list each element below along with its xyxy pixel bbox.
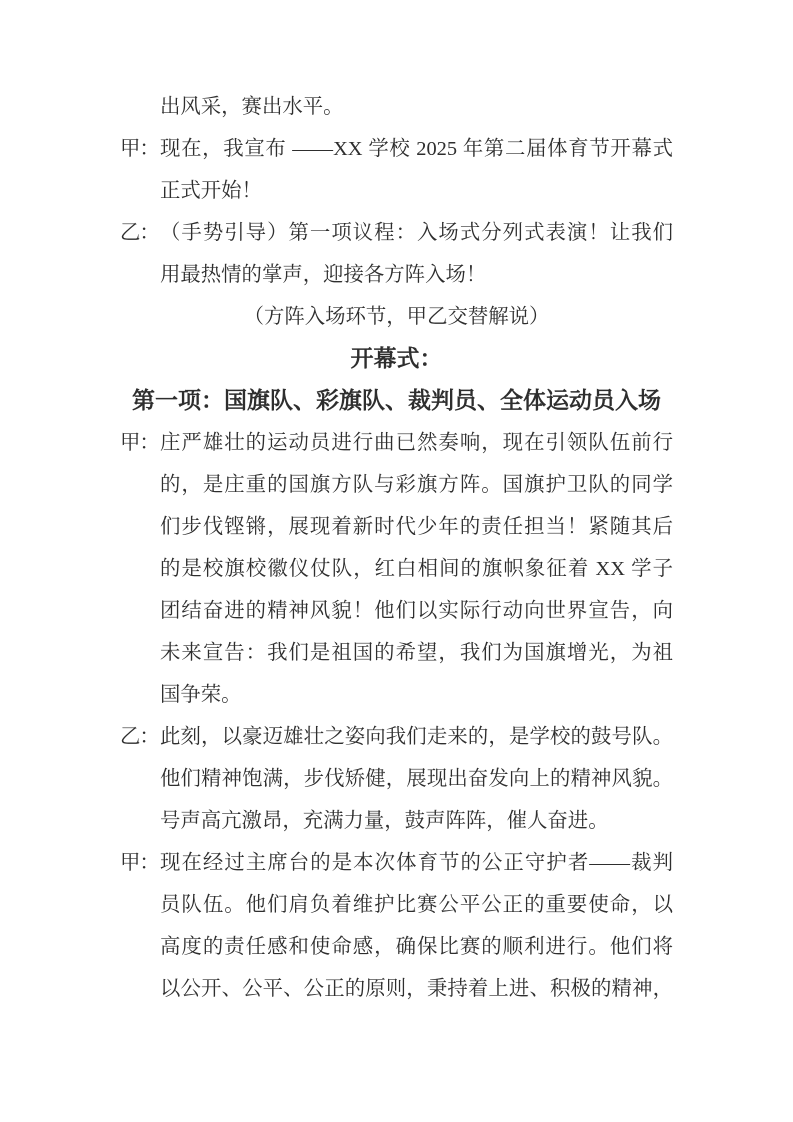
paragraph-heading	[120, 338, 673, 380]
text-line: 国争荣。	[160, 684, 242, 706]
text-line: （手势引导）第一项议程：入场式分列式表演！让我们	[160, 222, 673, 244]
text-line: （方阵入场环节，甲乙交替解说）	[243, 306, 550, 328]
paragraph-dialog	[120, 422, 673, 716]
paragraph-dialog-continuation	[120, 86, 673, 128]
text-line: 高度的责任感和使命感，确保比赛的顺利进行。他们将	[160, 936, 673, 958]
speaker-label: 甲：	[120, 852, 159, 874]
paragraph-dialog	[120, 842, 673, 1010]
text-line: 现在，我宣布 ——XX 学校 2025 年第二届体育节开幕式	[160, 138, 673, 160]
text-line: 的是校旗校徽仪仗队，红白相间的旗帜象征着 XX 学子	[160, 558, 673, 580]
text-line: 庄严雄壮的运动员进行曲已然奏响，现在引领队伍前行	[160, 432, 673, 454]
text-line: 出风采，赛出水平。	[160, 96, 344, 118]
text-line: 员队伍。他们肩负着维护比赛公平公正的重要使命，以	[160, 894, 673, 916]
paragraph-heading	[120, 380, 673, 422]
text-line: 第一项：国旗队、彩旗队、裁判员、全体运动员入场	[132, 388, 661, 413]
paragraph-dialog	[120, 128, 673, 212]
text-line: 正式开始！	[160, 180, 262, 202]
text-line: 用最热情的掌声，迎接各方阵入场！	[160, 264, 487, 286]
speaker-label: 甲：	[120, 138, 159, 160]
paragraph-dialog	[120, 212, 673, 296]
text-line: 开幕式：	[350, 346, 443, 371]
paragraph-centered	[120, 296, 673, 338]
text-line: 此刻，以豪迈雄壮之姿向我们走来的，是学校的鼓号队。	[160, 726, 673, 748]
document-body	[120, 86, 673, 1010]
text-line: 的，是庄重的国旗方队与彩旗方阵。国旗护卫队的同学	[160, 474, 673, 496]
text-line: 们步伐铿锵，展现着新时代少年的责任担当！紧随其后	[160, 516, 673, 538]
text-line: 未来宣告：我们是祖国的希望，我们为国旗增光，为祖	[160, 642, 673, 664]
text-line: 他们精神饱满，步伐矫健，展现出奋发向上的精神风貌。	[160, 768, 673, 790]
text-line: 号声高亢激昂，充满力量，鼓声阵阵，催人奋进。	[160, 810, 609, 832]
text-line: 团结奋进的精神风貌！他们以实际行动向世界宣告，向	[160, 600, 673, 622]
text-line: 现在经过主席台的是本次体育节的公正守护者——裁判	[160, 852, 673, 874]
speaker-label: 乙：	[120, 222, 159, 244]
speaker-label: 甲：	[120, 432, 159, 454]
speaker-label: 乙：	[120, 726, 159, 748]
text-line: 以公开、公平、公正的原则，秉持着上进、积极的精神，	[160, 978, 673, 1000]
paragraph-dialog	[120, 716, 673, 842]
